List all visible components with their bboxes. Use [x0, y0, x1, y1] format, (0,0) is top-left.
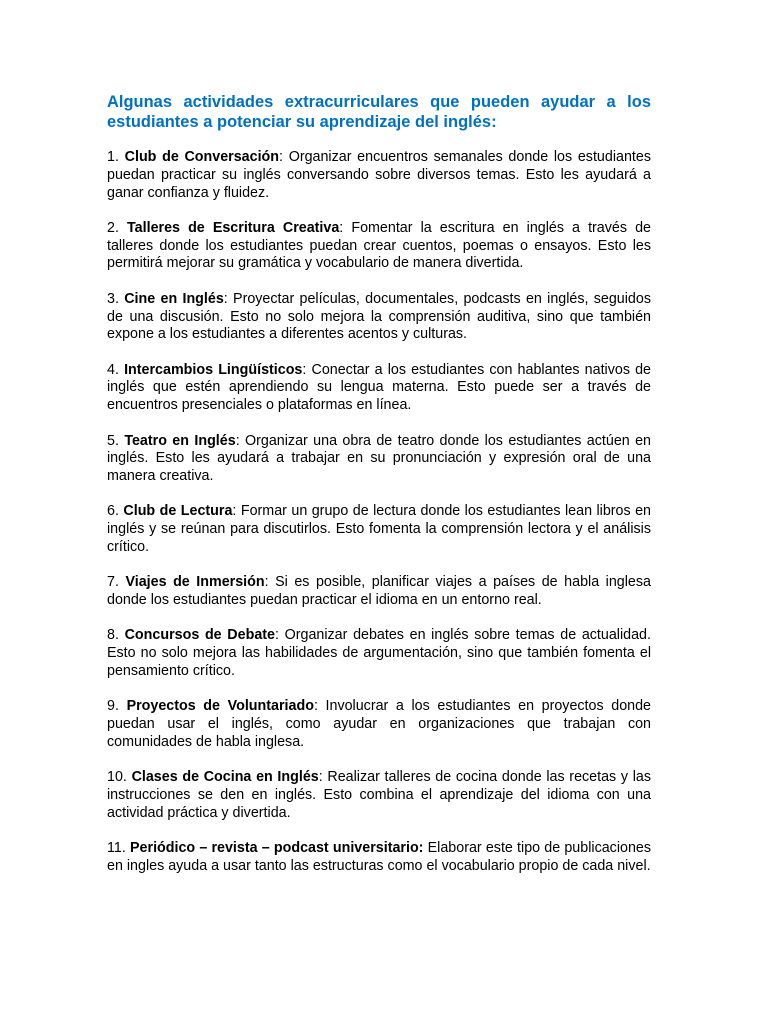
item-description: : Organizar una obra de teatro donde los estudiantes actúen en inglés. Esto les ayudará a trabajar en su pronunciación y expresión oral de una manera creativa. — [107, 432, 651, 485]
item-term: Club de Conversación — [124, 149, 280, 165]
list-item — [107, 840, 651, 876]
list-item — [107, 220, 651, 273]
list-item — [107, 291, 651, 344]
list-item — [107, 149, 651, 202]
item-description: : Formar un grupo de lectura donde los estudiantes lean libros en inglés y se reúnan para discutirlos. Esto fomenta la comprensión lectora y el análisis crítico. — [107, 503, 651, 556]
item-description: : Realizar talleres de cocina donde las recetas y las instrucciones se den en inglés. Esto combina el aprendizaje del idioma con una actividad práctica y divertida. — [107, 769, 651, 821]
item-number: 5. — [107, 432, 119, 449]
item-number: 3. — [107, 290, 119, 307]
item-term: Talleres de Escritura Creativa — [127, 219, 340, 236]
list-item — [107, 698, 651, 751]
activities-list — [107, 149, 651, 876]
item-number: 10. — [107, 769, 127, 786]
item-term: Periódico – revista – podcast universitario: — [130, 840, 424, 857]
item-number: 1. — [107, 149, 119, 165]
item-term: Club de Lectura — [123, 503, 233, 520]
list-item — [107, 433, 651, 486]
item-number: 2. — [107, 219, 119, 236]
item-term: Proyectos de Voluntariado — [126, 698, 314, 715]
item-description: Elaborar este tipo de publicaciones en ingles ayuda a usar tanto las estructuras como el vocabulario propio de cada nivel. — [107, 840, 651, 874]
item-term: Concursos de Debate — [124, 627, 275, 644]
item-number: 9. — [107, 698, 119, 715]
item-term: Viajes de Inmersión — [125, 574, 265, 591]
item-number: 7. — [107, 574, 119, 591]
item-number: 6. — [107, 503, 119, 520]
item-term: Cine en Inglés — [124, 290, 224, 307]
item-term: Teatro en Inglés — [124, 432, 236, 449]
item-number: 4. — [107, 361, 119, 378]
item-term: Clases de Cocina en Inglés — [131, 769, 319, 786]
item-number: 11. — [107, 840, 126, 857]
document-page — [107, 92, 651, 893]
document-heading: Algunas actividades extracurriculares que pueden ayudar a los estudiantes a potenciar su aprendizaje del inglés: — [107, 93, 651, 131]
list-item — [107, 503, 651, 556]
item-number: 8. — [107, 627, 119, 644]
item-description: : Proyectar películas, documentales, podcasts en inglés, seguidos de una discusión. Esto no solo mejora la comprensión auditiva, sino que también expone a los estudiantes a diferentes acentos y culturas. — [107, 290, 651, 343]
item-description: : Si es posible, planificar viajes a países de habla inglesa donde los estudiantes puedan practicar el idioma en un entorno real. — [107, 574, 651, 609]
item-description: : Conectar a los estudiantes con hablantes nativos de inglés que estén aprendiendo su lengua materna. Esto puede ser a través de encuentros presenciales o plataformas en línea. — [107, 361, 651, 414]
list-item — [107, 362, 651, 415]
item-description: : Organizar encuentros semanales donde los estudiantes puedan practicar su inglés conversando sobre diversos temas. Esto les ayudará a ganar confianza y fluidez. — [107, 149, 651, 201]
item-description: : Involucrar a los estudiantes en proyectos donde puedan usar el inglés, como ayudar en organizaciones que trabajan con comunidades de habla inglesa. — [107, 698, 651, 750]
item-term: Intercambios Lingüísticos — [124, 361, 303, 378]
item-description: : Fomentar la escritura en inglés a través de talleres donde los estudiantes puedan crear cuentos, poemas o ensayos. Esto les permitirá mejorar su gramática y vocabulario de manera divertida. — [107, 219, 651, 272]
item-description: : Organizar debates en inglés sobre temas de actualidad. Esto no solo mejora las habilidades de argumentación, sino que también fomenta el pensamiento crítico. — [107, 627, 651, 680]
list-item — [107, 769, 651, 822]
list-item — [107, 574, 651, 610]
list-item — [107, 627, 651, 680]
